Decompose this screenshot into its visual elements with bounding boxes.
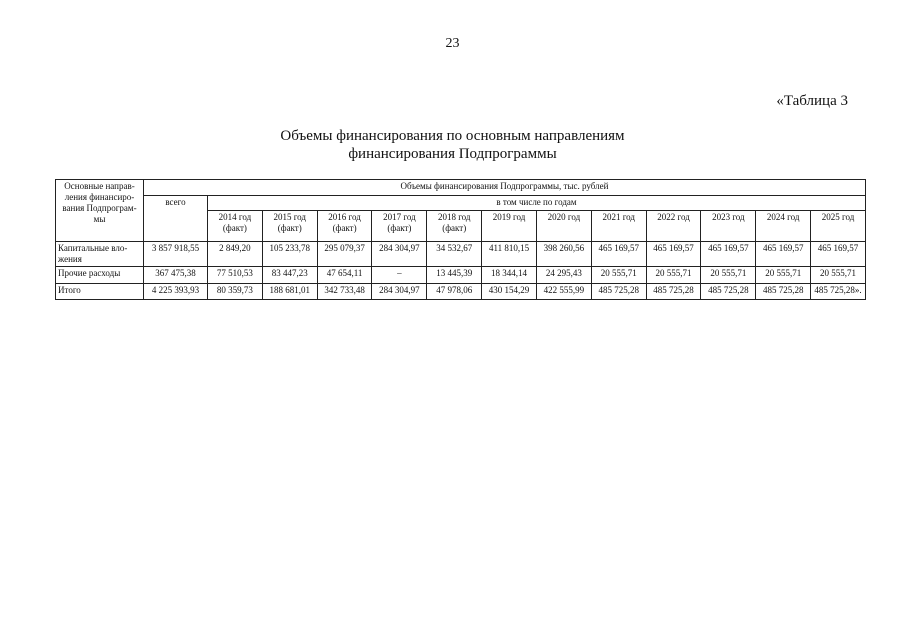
row-value: 485 725,28 <box>646 284 701 300</box>
header-year: 2019 год <box>482 211 537 242</box>
header-total: всего <box>144 196 208 242</box>
header-year: 2015 год (факт) <box>262 211 317 242</box>
row-value: 465 169,57 <box>591 242 646 267</box>
row-value: 465 169,57 <box>646 242 701 267</box>
row-total: 4 225 393,93 <box>144 284 208 300</box>
row-value: 422 555,99 <box>536 284 591 300</box>
row-value: 20 555,71 <box>756 267 811 284</box>
header-year: 2014 год (факт) <box>208 211 263 242</box>
row-value: 465 169,57 <box>756 242 811 267</box>
header-by-year: в том числе по годам <box>208 196 866 211</box>
table-label: «Таблица 3 <box>776 93 848 109</box>
row-value: – <box>372 267 427 284</box>
row-value: 485 725,28 <box>756 284 811 300</box>
row-total: 367 475,38 <box>144 267 208 284</box>
header-year: 2016 год (факт) <box>317 211 372 242</box>
title-line-2: финансирования Подпрограммы <box>348 146 557 162</box>
row-value: 465 169,57 <box>811 242 866 267</box>
title-line-1: Объемы финансирования по основным направлениям <box>280 128 625 144</box>
row-value: 47 978,06 <box>427 284 482 300</box>
row-value: 342 733,48 <box>317 284 372 300</box>
header-year: 2018 год (факт) <box>427 211 482 242</box>
header-year: 2021 год <box>591 211 646 242</box>
row-value: 80 359,73 <box>208 284 263 300</box>
row-label: Капитальные вло-жения <box>56 242 144 267</box>
row-value: 24 295,43 <box>536 267 591 284</box>
header-group: Объемы финансирования Подпрограммы, тыс. рублей <box>144 180 866 196</box>
table-row <box>56 284 866 300</box>
row-value: 20 555,71 <box>811 267 866 284</box>
row-value: 77 510,53 <box>208 267 263 284</box>
row-value: 430 154,29 <box>482 284 537 300</box>
row-label: Итого <box>56 284 144 300</box>
header-year: 2017 год (факт) <box>372 211 427 242</box>
row-value: 34 532,67 <box>427 242 482 267</box>
header-year: 2024 год <box>756 211 811 242</box>
header-year: 2020 год <box>536 211 591 242</box>
row-value: 485 725,28». <box>811 284 866 300</box>
header-year: 2022 год <box>646 211 701 242</box>
row-value: 188 681,01 <box>262 284 317 300</box>
row-value: 284 304,97 <box>372 284 427 300</box>
row-total: 3 857 918,55 <box>144 242 208 267</box>
row-value: 485 725,28 <box>591 284 646 300</box>
header-direction: Основные направ-ления финансиро-вания Подпрограм-мы <box>56 180 144 242</box>
row-value: 411 810,15 <box>482 242 537 267</box>
financing-table <box>55 179 866 300</box>
row-value: 18 344,14 <box>482 267 537 284</box>
row-value: 2 849,20 <box>208 242 263 267</box>
row-value: 284 304,97 <box>372 242 427 267</box>
row-value: 465 169,57 <box>701 242 756 267</box>
row-value: 47 654,11 <box>317 267 372 284</box>
row-label: Прочие расходы <box>56 267 144 284</box>
row-value: 83 447,23 <box>262 267 317 284</box>
row-value: 105 233,78 <box>262 242 317 267</box>
row-value: 20 555,71 <box>591 267 646 284</box>
row-value: 295 079,37 <box>317 242 372 267</box>
row-value: 20 555,71 <box>646 267 701 284</box>
document-title <box>0 127 905 163</box>
table-row <box>56 242 866 267</box>
table-row <box>56 267 866 284</box>
row-value: 485 725,28 <box>701 284 756 300</box>
row-value: 20 555,71 <box>701 267 756 284</box>
row-value: 13 445,39 <box>427 267 482 284</box>
page-number: 23 <box>445 36 460 51</box>
row-value: 398 260,56 <box>536 242 591 267</box>
header-year: 2025 год <box>811 211 866 242</box>
header-year: 2023 год <box>701 211 756 242</box>
